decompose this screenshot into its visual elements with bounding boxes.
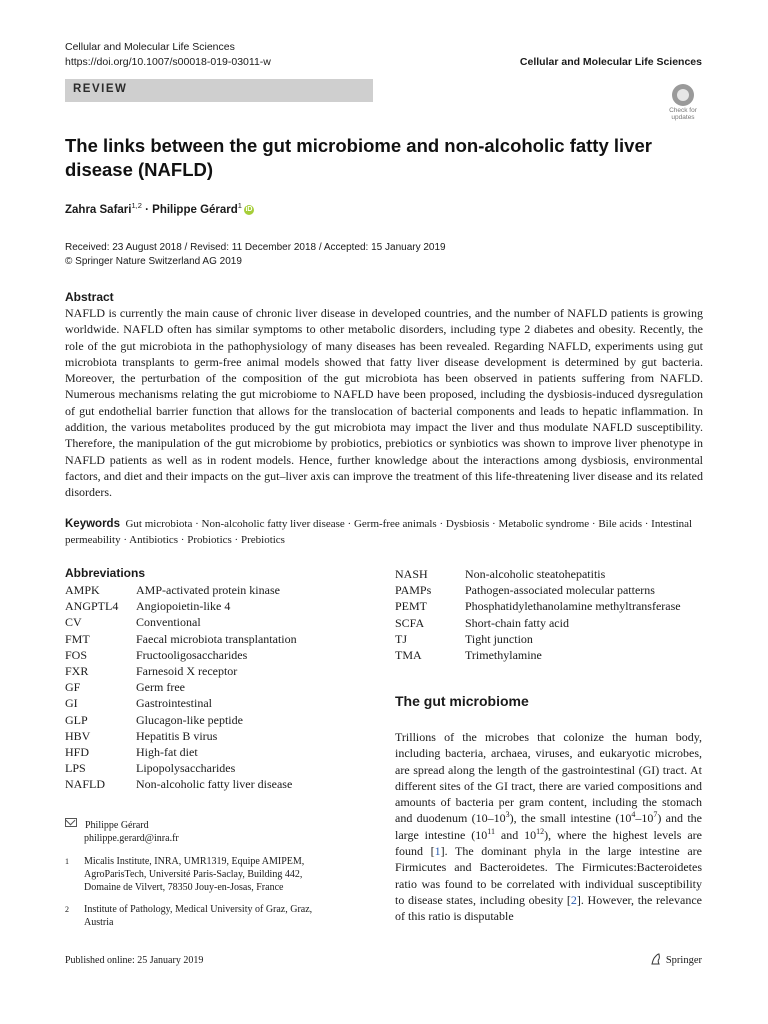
abbreviation-row: TJ Tight junction — [395, 631, 533, 646]
keywords-label: Keywords — [65, 518, 120, 530]
abbreviation-row: AMPK AMP-activated protein kinase — [65, 583, 280, 597]
author-name[interactable]: Philippe Gérard — [152, 203, 238, 216]
abbreviations-table-left — [65, 582, 297, 793]
publisher-logo — [650, 953, 702, 966]
abbreviation-row: TMA Trimethylamine — [395, 648, 542, 663]
check-updates-label: Check for updates — [669, 107, 697, 121]
article-title: The links between the gut microbiome and non-alcoholic fatty liver disease (NAFLD) — [65, 135, 652, 180]
citation-link[interactable]: 1 — [434, 844, 441, 859]
author-affiliation-ref: 1 — [237, 201, 242, 210]
journal-name-right: Cellular and Molecular Life Sciences — [519, 56, 702, 68]
abbreviation-row: GF Germ free — [65, 680, 185, 695]
abbreviation-row: GLP Glucagon-like peptide — [65, 712, 243, 727]
abbreviations-table-right — [395, 566, 681, 663]
article-dates — [65, 241, 446, 269]
abbreviation-row: PAMPs Pathogen-associated molecular patterns — [395, 583, 655, 598]
journal-header — [65, 40, 271, 70]
abbreviation-row: GI Gastrointestinal — [65, 696, 212, 711]
abbreviation-row: HFD High-fat diet — [65, 745, 198, 760]
abbreviations-heading: Abbreviations — [65, 566, 146, 580]
corresponding-author: Philippe Gérard — [85, 820, 149, 831]
abbreviation-row: CV Conventional — [65, 615, 201, 630]
check-updates-icon — [672, 84, 694, 106]
journal-name: Cellular and Molecular Life Sciences — [65, 41, 235, 53]
abbreviation-row: HBV Hepatitis B virus — [65, 728, 218, 743]
abstract-heading: Abstract — [65, 290, 114, 304]
abbreviation-row: FXR Farnesoid X receptor — [65, 664, 238, 679]
author-name[interactable]: Zahra Safari — [65, 203, 132, 216]
abbreviation-row: NASH Non-alcoholic steatohepatitis — [395, 567, 606, 581]
abbreviation-row: SCFA Short-chain fatty acid — [395, 615, 569, 630]
envelope-icon — [65, 818, 77, 827]
section-heading-gut-microbiome: The gut microbiome — [395, 693, 529, 709]
citation-link[interactable]: 2 — [570, 892, 577, 907]
publisher-name: Springer — [665, 955, 702, 966]
published-online: Published online: 25 January 2019 — [65, 955, 204, 966]
author-separator: · — [141, 203, 153, 216]
copyright-line: © Springer Nature Switzerland AG 2019 — [65, 256, 242, 267]
check-for-updates-badge[interactable] — [662, 84, 704, 124]
abbreviation-row: FOS Fructooligosaccharides — [65, 647, 248, 662]
abbreviation-row: FMT Faecal microbiota transplantation — [65, 631, 297, 646]
affiliation-number: 1 — [65, 857, 69, 866]
keywords-list: Gut microbiota · Non-alcoholic fatty liver disease · Germ-free animals · Dysbiosis · Metabolic syndrome · Bile acids · Intestinal permeability · Antibiotics · Probiotics · Prebiotics — [65, 518, 693, 546]
abbreviation-row: NAFLD Non-alcoholic fatty liver disease — [65, 777, 293, 792]
history-dates: Received: 23 August 2018 / Revised: 11 December 2018 / Accepted: 15 January 2019 — [65, 242, 446, 253]
correspondence — [65, 818, 179, 845]
abstract-text: NAFLD is currently the main cause of chronic liver disease in developed countries, and the number of NAFLD patients is growing worldwide. NAFLD often has similar symptoms to other metabolic disorders, including type 2 diabetes and obesity. Recently, the role of the gut microbiota in the pathophysiology of many diseases has been revealed. Regarding NAFLD, experiments using gut microbiota transplants to germ-free animal models showed that fatty liver disease development is determined by gut bacteria. Moreover, the perturbation of the composition of the gut microbiota has been observed in patients suffering from NAFLD. Numerous mechanisms relating the gut microbiome to NAFLD have been proposed, including the dysbiosis-induced dysregulation of gut endothelial barrier function that allows for the translocation of bacterial components and leads to hepatic inflammation. In addition, the various metabolites produced by the gut microbiota may impact the liver and thus modulate NAFLD susceptibility. Therefore, the manipulation of the gut microbiome by probiotics, prebiotics or synbiotics was shown to improve liver phenotype in NAFLD patients as well as in rodent models. Hence, further knowledge about the interactions among dysbiosis, environmental factors, and diet and their impacts on the gut–liver axis can improve the treatment of this life-threatening liver disease and its related disorders. — [65, 306, 703, 500]
abbreviation-row: PEMT Phosphatidylethanolamine methyltransferase — [395, 599, 681, 614]
affiliation: 1 Micalis Institute, INRA, UMR1319, Equipe AMIPEM, AgroParisTech, Université Paris-Saclay, Building 442, Domaine de Vilvert, 78350 Jouy-en-Josas, France — [65, 856, 305, 893]
section-label: REVIEW — [73, 83, 128, 95]
section-banner — [65, 79, 373, 102]
abbreviation-row: ANGPTL4 Angiopoietin-like 4 — [65, 599, 231, 614]
affiliation-number: 2 — [65, 905, 69, 914]
author-affiliation-ref: 1,2 — [131, 201, 142, 210]
gut-microbiome-paragraph: Trillions of the microbes that colonize the human body, including bacteria, archaea, viruses, and eukaryotic microbes, are spread along the length of the gastrointestinal (GI) tract. At different sites of the GI tract, there are varied compositions and amounts of bacteria per gram content, including the stomach and duodenum $(10-10^3)$, the small intestine $(10^4-10^7)$ and the large intestine ($10^{11}$ and $10^{12}$), where the highest levels are found [1]. The dominant phyla in the large intestine are Firmicutes and Bacteroidetes. The Firmicutes:Bacteroidetes ratio was found to be correlated with individual susceptibility to disease states, including obesity [2]. However, the relevance of this ratio is disputable — [395, 730, 703, 924]
affiliation: 2 Institute of Pathology, Medical University of Graz, Graz, Austria — [65, 904, 313, 928]
keywords — [65, 516, 703, 548]
orcid-icon[interactable]: iD — [245, 205, 253, 213]
doi-link[interactable]: https://doi.org/10.1007/s00018-019-03011-w — [65, 56, 271, 68]
author-list — [65, 201, 254, 216]
abbreviation-row: LPS Lipopolysaccharides — [65, 761, 236, 776]
springer-horse-icon — [650, 953, 662, 965]
corresponding-email[interactable]: philippe.gerard@inra.fr — [84, 833, 179, 844]
